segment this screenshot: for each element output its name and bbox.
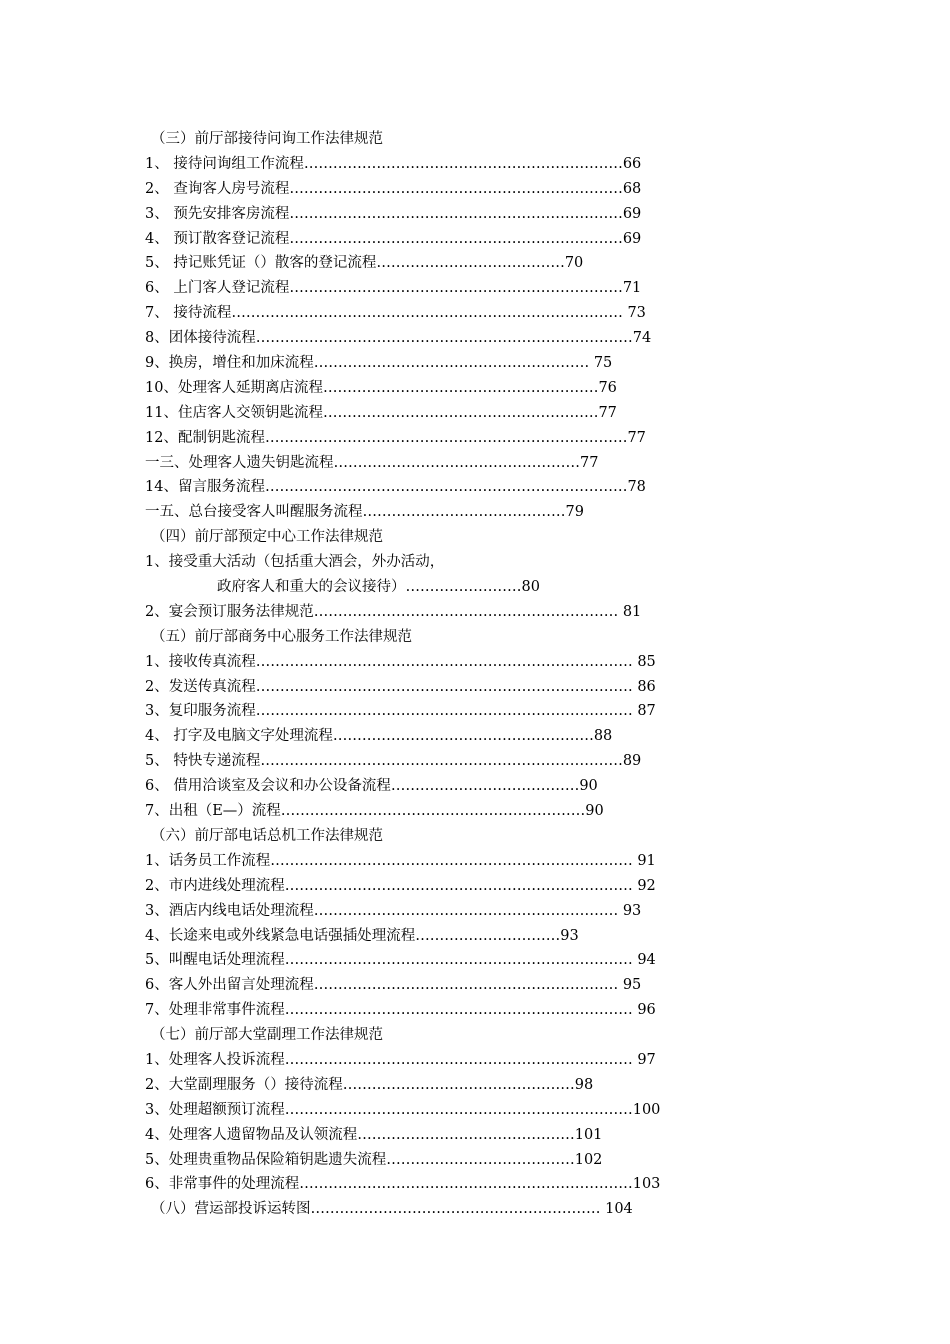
toc-entry: 7、出租（E—）流程………………………………………………………90 — [145, 803, 604, 820]
toc-entry: （六）前厅部电话总机工作法律规范 — [151, 827, 383, 844]
toc-entry: 5、处理贵重物品保险箱钥匙遗失流程…………………………………102 — [145, 1151, 603, 1168]
toc-entry: 1、接收传真流程…………………………………………………………………… 85 — [145, 653, 656, 670]
toc-entry: 2、 查询客人房号流程……………………………………………………………68 — [145, 180, 642, 197]
toc-entry: 4、长途来电或外线紧急电话强插处理流程…………………………93 — [145, 927, 579, 944]
toc-entry: （五）前厅部商务中心服务工作法律规范 — [151, 628, 412, 645]
toc-entry: 11、住店客人交领钥匙流程…………………………………………………77 — [145, 404, 617, 421]
toc-entry: 6、非常事件的处理流程……………………………………………………………103 — [145, 1176, 661, 1193]
toc-entry: 6、 借用洽谈室及会议和办公设备流程…………………………………90 — [145, 778, 598, 795]
toc-entry: 2、宴会预订服务法律规范……………………………………………………… 81 — [145, 603, 642, 620]
toc-entry: 5、 持记账凭证（）散客的登记流程…………………………………70 — [145, 255, 584, 272]
toc-entry: 一三、处理客人遗失钥匙流程……………………………………………77 — [145, 454, 599, 471]
toc-entry: （三）前厅部接待问询工作法律规范 — [151, 131, 383, 147]
toc-entry: 7、处理非常事件流程……………………………………………………………… 96 — [145, 1002, 656, 1019]
toc-entry: 12、配制钥匙流程…………………………………………………………………77 — [145, 429, 646, 446]
toc-entry: 4、处理客人遗留物品及认领流程………………………………………101 — [145, 1126, 603, 1143]
toc-entry: 14、留言服务流程…………………………………………………………………78 — [145, 479, 646, 496]
toc-entry: 6、客人外出留言处理流程……………………………………………………… 95 — [145, 977, 642, 994]
toc-entry: 3、复印服务流程…………………………………………………………………… 87 — [145, 703, 656, 720]
toc-entry: 政府客人和重大的会议接待）……………………80 — [217, 579, 540, 596]
toc-entry: 7、 接待流程……………………………………………………………………… 73 — [145, 305, 646, 322]
toc-entry: 2、市内进线处理流程……………………………………………………………… 92 — [145, 877, 656, 894]
toc-entry: 1、处理客人投诉流程……………………………………………………………… 97 — [145, 1051, 656, 1068]
toc-entry: 3、酒店内线电话处理流程……………………………………………………… 93 — [145, 902, 642, 919]
table-of-contents — [145, 127, 745, 1222]
toc-entry: 5、叫醒电话处理流程……………………………………………………………… 94 — [145, 952, 656, 969]
toc-entry: 1、接受重大活动（包括重大酒会，外办活动， — [145, 554, 445, 571]
toc-entry: 3、处理超额预订流程………………………………………………………………100 — [145, 1101, 661, 1118]
toc-entry: 9、换房，增住和加床流程………………………………………………… 75 — [145, 355, 613, 372]
toc-entry: 6、 上门客人登记流程……………………………………………………………71 — [145, 280, 642, 297]
toc-entry: 3、 预先安排客房流程……………………………………………………………69 — [145, 205, 642, 222]
toc-entry: 5、 特快专递流程…………………………………………………………………89 — [145, 753, 642, 770]
toc-entry: 8、团体接待流程……………………………………………………………………74 — [145, 330, 652, 347]
toc-entry: 2、大堂副理服务（）接待流程…………………………………………98 — [145, 1076, 594, 1093]
toc-entry: （八）营运部投诉运转图…………………………………………………… 104 — [151, 1201, 633, 1218]
toc-entry: （四）前厅部预定中心工作法律规范 — [151, 529, 383, 546]
toc-entry: 4、 预订散客登记流程……………………………………………………………69 — [145, 230, 642, 247]
toc-entry: 一五、总台接受客人叫醒服务流程……………………………………79 — [145, 504, 584, 521]
toc-entry: 10、处理客人延期离店流程…………………………………………………76 — [145, 379, 617, 396]
toc-entry: 4、 打字及电脑文字处理流程………………………………………………88 — [145, 728, 613, 745]
toc-entry: 1、 接待问询组工作流程…………………………………………………………66 — [145, 155, 642, 172]
toc-entry: 2、发送传真流程…………………………………………………………………… 86 — [145, 678, 656, 695]
toc-entry: （七）前厅部大堂副理工作法律规范 — [151, 1027, 383, 1044]
toc-entry: 1、话务员工作流程………………………………………………………………… 91 — [145, 852, 656, 869]
